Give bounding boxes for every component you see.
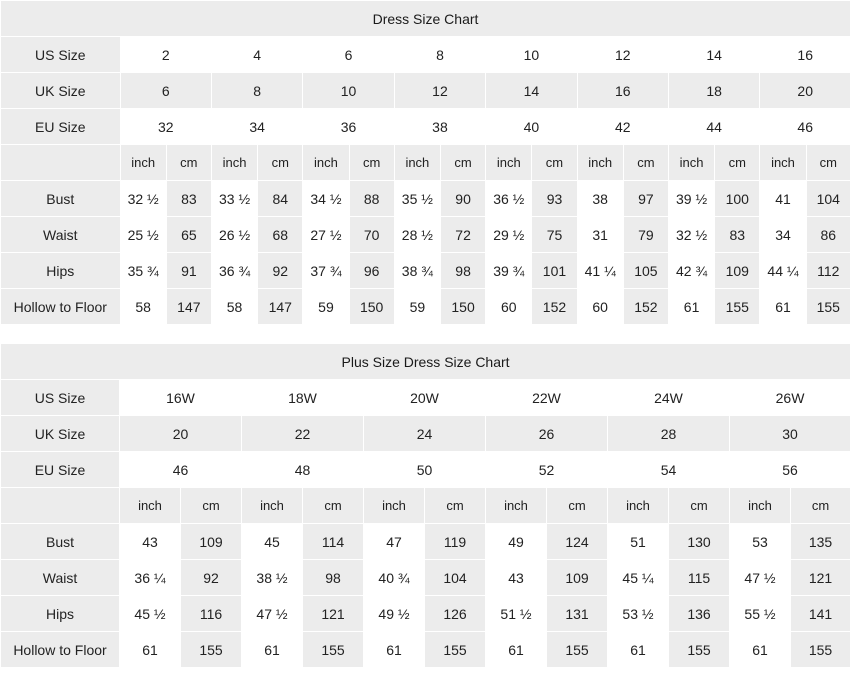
table-cell: 51 (608, 524, 669, 560)
table-cell: 109 (715, 253, 760, 289)
unit-cell: cm (440, 145, 485, 181)
unit-cell: cm (166, 145, 211, 181)
table-cell: 91 (166, 253, 211, 289)
table-cell: 28 (608, 416, 730, 452)
table-cell: 72 (440, 217, 485, 253)
table-cell: 45 ½ (120, 596, 181, 632)
unit-cell: cm (623, 145, 668, 181)
table-cell: 130 (669, 524, 730, 560)
table-cell: 45 (242, 524, 303, 560)
unit-cell: cm (669, 488, 730, 524)
table-cell: 28 ½ (394, 217, 440, 253)
table-cell: 25 ½ (120, 217, 166, 253)
table-cell: 98 (440, 253, 485, 289)
table-cell: 59 (303, 289, 349, 325)
unit-cell: inch (668, 145, 714, 181)
table-cell: 136 (669, 596, 730, 632)
table-cell: 26 (486, 416, 608, 452)
table-cell: 58 (120, 289, 166, 325)
table-cell: 30 (730, 416, 851, 452)
table-cell: 42 (577, 109, 668, 145)
table-cell: 14 (486, 73, 577, 109)
table-cell: 97 (623, 181, 668, 217)
table-cell: 34 (211, 109, 302, 145)
table-cell: 61 (730, 632, 791, 668)
table-cell: 59 (394, 289, 440, 325)
chart-separator (0, 325, 851, 343)
table-cell: 54 (608, 452, 730, 488)
table-cell: 43 (486, 560, 547, 596)
unit-cell: cm (532, 145, 577, 181)
chart2-title-row (1, 344, 851, 380)
table-cell: 61 (608, 632, 669, 668)
table-cell: 40 (486, 109, 577, 145)
table-cell: 8 (211, 73, 302, 109)
table-cell: 49 (486, 524, 547, 560)
table-cell: 51 ½ (486, 596, 547, 632)
table-cell: 150 (440, 289, 485, 325)
table-cell: 2 (120, 37, 211, 73)
table-cell: 31 (577, 217, 623, 253)
table-cell: 65 (166, 217, 211, 253)
row-label-uk-size: UK Size (1, 416, 120, 452)
row-label-units (1, 145, 121, 181)
row-label-us-size: US Size (1, 37, 121, 73)
table-cell: 109 (181, 524, 242, 560)
chart2-eu-row (1, 452, 851, 488)
table-cell: 37 ¾ (303, 253, 349, 289)
table-cell: 150 (349, 289, 394, 325)
table-cell: 88 (349, 181, 394, 217)
chart1-hollow-row (1, 289, 851, 325)
table-cell: 32 (120, 109, 211, 145)
table-cell: 55 ½ (730, 596, 791, 632)
table-cell: 56 (730, 452, 851, 488)
row-label-uk-size: UK Size (1, 73, 121, 109)
unit-cell: inch (486, 488, 547, 524)
chart2-hips-row (1, 596, 851, 632)
unit-cell: inch (608, 488, 669, 524)
table-cell: 61 (668, 289, 714, 325)
table-cell: 131 (547, 596, 608, 632)
unit-cell: cm (547, 488, 608, 524)
table-cell: 26 ½ (211, 217, 257, 253)
unit-cell: inch (364, 488, 425, 524)
unit-cell: cm (425, 488, 486, 524)
row-label-hollow-to-floor: Hollow to Floor (1, 632, 120, 668)
table-cell: 61 (242, 632, 303, 668)
chart2-bust-row (1, 524, 851, 560)
table-cell: 92 (181, 560, 242, 596)
table-cell: 24 (364, 416, 486, 452)
table-cell: 44 ¼ (760, 253, 806, 289)
table-cell: 98 (303, 560, 364, 596)
row-label-hips: Hips (1, 253, 121, 289)
unit-cell: cm (303, 488, 364, 524)
table-cell: 47 ½ (242, 596, 303, 632)
table-cell: 52 (486, 452, 608, 488)
table-cell: 20 (760, 73, 851, 109)
table-cell: 100 (715, 181, 760, 217)
table-cell: 8 (394, 37, 485, 73)
plus-size-dress-size-chart (0, 343, 851, 668)
table-cell: 86 (806, 217, 850, 253)
table-cell: 26W (730, 380, 851, 416)
table-cell: 36 ¾ (211, 253, 257, 289)
table-cell: 105 (623, 253, 668, 289)
chart2-title: Plus Size Dress Size Chart (1, 344, 851, 380)
chart2-us-row (1, 380, 851, 416)
row-label-hips: Hips (1, 596, 120, 632)
unit-cell: cm (715, 145, 760, 181)
table-cell: 121 (303, 596, 364, 632)
chart1-units-row (1, 145, 851, 181)
dress-size-chart (0, 0, 851, 325)
table-cell: 32 ½ (668, 217, 714, 253)
chart2-uk-row (1, 416, 851, 452)
unit-cell: cm (791, 488, 851, 524)
chart1-title: Dress Size Chart (1, 1, 851, 37)
table-cell: 6 (303, 37, 394, 73)
table-cell: 41 ¼ (577, 253, 623, 289)
table-cell: 47 (364, 524, 425, 560)
unit-cell: cm (806, 145, 850, 181)
row-label-hollow-to-floor: Hollow to Floor (1, 289, 121, 325)
table-cell: 61 (760, 289, 806, 325)
table-cell: 45 ¼ (608, 560, 669, 596)
row-label-waist: Waist (1, 560, 120, 596)
table-cell: 20 (120, 416, 242, 452)
table-cell: 112 (806, 253, 850, 289)
table-cell: 12 (577, 37, 668, 73)
table-cell: 147 (166, 289, 211, 325)
chart1-uk-row (1, 73, 851, 109)
unit-cell: inch (760, 145, 806, 181)
table-cell: 48 (242, 452, 364, 488)
table-cell: 114 (303, 524, 364, 560)
table-cell: 44 (668, 109, 759, 145)
table-cell: 126 (425, 596, 486, 632)
table-cell: 18W (242, 380, 364, 416)
table-cell: 46 (760, 109, 851, 145)
table-cell: 109 (547, 560, 608, 596)
table-cell: 152 (623, 289, 668, 325)
table-cell: 36 ¼ (120, 560, 181, 596)
table-cell: 60 (577, 289, 623, 325)
table-cell: 16 (577, 73, 668, 109)
table-cell: 84 (258, 181, 303, 217)
unit-cell: inch (730, 488, 791, 524)
table-cell: 33 ½ (211, 181, 257, 217)
table-cell: 155 (547, 632, 608, 668)
table-cell: 36 (303, 109, 394, 145)
table-cell: 16W (120, 380, 242, 416)
table-cell: 124 (547, 524, 608, 560)
table-cell: 68 (258, 217, 303, 253)
table-cell: 58 (211, 289, 257, 325)
chart2-waist-row (1, 560, 851, 596)
table-cell: 18 (668, 73, 759, 109)
row-label-bust: Bust (1, 181, 121, 217)
table-cell: 93 (532, 181, 577, 217)
unit-cell: inch (303, 145, 349, 181)
row-label-waist: Waist (1, 217, 121, 253)
unit-cell: inch (120, 488, 181, 524)
table-cell: 4 (211, 37, 302, 73)
table-cell: 61 (486, 632, 547, 668)
table-cell: 32 ½ (120, 181, 166, 217)
table-cell: 155 (425, 632, 486, 668)
table-cell: 141 (791, 596, 851, 632)
table-cell: 38 ½ (242, 560, 303, 596)
chart2-hollow-row (1, 632, 851, 668)
table-cell: 35 ½ (394, 181, 440, 217)
table-cell: 83 (166, 181, 211, 217)
table-cell: 47 ½ (730, 560, 791, 596)
table-cell: 35 ¾ (120, 253, 166, 289)
table-cell: 29 ½ (486, 217, 532, 253)
chart2-units-row (1, 488, 851, 524)
table-cell: 104 (425, 560, 486, 596)
table-cell: 75 (532, 217, 577, 253)
table-cell: 83 (715, 217, 760, 253)
table-cell: 79 (623, 217, 668, 253)
table-cell: 22 (242, 416, 364, 452)
table-cell: 116 (181, 596, 242, 632)
table-cell: 22W (486, 380, 608, 416)
row-label-us-size: US Size (1, 380, 120, 416)
table-cell: 27 ½ (303, 217, 349, 253)
table-cell: 92 (258, 253, 303, 289)
table-cell: 41 (760, 181, 806, 217)
unit-cell: inch (242, 488, 303, 524)
table-cell: 16 (760, 37, 851, 73)
table-cell: 10 (303, 73, 394, 109)
unit-cell: cm (181, 488, 242, 524)
chart1-hips-row (1, 253, 851, 289)
table-cell: 61 (364, 632, 425, 668)
table-cell: 155 (715, 289, 760, 325)
table-cell: 24W (608, 380, 730, 416)
table-cell: 53 ½ (608, 596, 669, 632)
table-cell: 49 ½ (364, 596, 425, 632)
table-cell: 34 ½ (303, 181, 349, 217)
table-cell: 147 (258, 289, 303, 325)
table-cell: 155 (181, 632, 242, 668)
unit-cell: cm (258, 145, 303, 181)
chart1-us-row (1, 37, 851, 73)
chart1-bust-row (1, 181, 851, 217)
table-cell: 6 (120, 73, 211, 109)
row-label-eu-size: EU Size (1, 109, 121, 145)
table-cell: 155 (303, 632, 364, 668)
table-cell: 34 (760, 217, 806, 253)
table-cell: 50 (364, 452, 486, 488)
unit-cell: inch (394, 145, 440, 181)
row-label-eu-size: EU Size (1, 452, 120, 488)
table-cell: 101 (532, 253, 577, 289)
table-cell: 96 (349, 253, 394, 289)
table-cell: 152 (532, 289, 577, 325)
table-cell: 104 (806, 181, 850, 217)
table-cell: 119 (425, 524, 486, 560)
table-cell: 12 (394, 73, 485, 109)
unit-cell: cm (349, 145, 394, 181)
unit-cell: inch (211, 145, 257, 181)
chart1-title-row (1, 1, 851, 37)
table-cell: 14 (668, 37, 759, 73)
table-cell: 39 ½ (668, 181, 714, 217)
table-cell: 20W (364, 380, 486, 416)
unit-cell: inch (577, 145, 623, 181)
table-cell: 36 ½ (486, 181, 532, 217)
table-cell: 46 (120, 452, 242, 488)
table-cell: 39 ¾ (486, 253, 532, 289)
table-cell: 38 (394, 109, 485, 145)
table-cell: 155 (669, 632, 730, 668)
table-cell: 115 (669, 560, 730, 596)
table-cell: 121 (791, 560, 851, 596)
table-cell: 10 (486, 37, 577, 73)
table-cell: 38 ¾ (394, 253, 440, 289)
table-cell: 61 (120, 632, 181, 668)
table-cell: 38 (577, 181, 623, 217)
table-cell: 42 ¾ (668, 253, 714, 289)
table-cell: 60 (486, 289, 532, 325)
table-cell: 155 (791, 632, 851, 668)
table-cell: 40 ¾ (364, 560, 425, 596)
unit-cell: inch (120, 145, 166, 181)
unit-cell: inch (486, 145, 532, 181)
chart1-eu-row (1, 109, 851, 145)
row-label-units (1, 488, 120, 524)
table-cell: 43 (120, 524, 181, 560)
table-cell: 155 (806, 289, 850, 325)
table-cell: 53 (730, 524, 791, 560)
table-cell: 70 (349, 217, 394, 253)
table-cell: 135 (791, 524, 851, 560)
chart1-waist-row (1, 217, 851, 253)
row-label-bust: Bust (1, 524, 120, 560)
table-cell: 90 (440, 181, 485, 217)
